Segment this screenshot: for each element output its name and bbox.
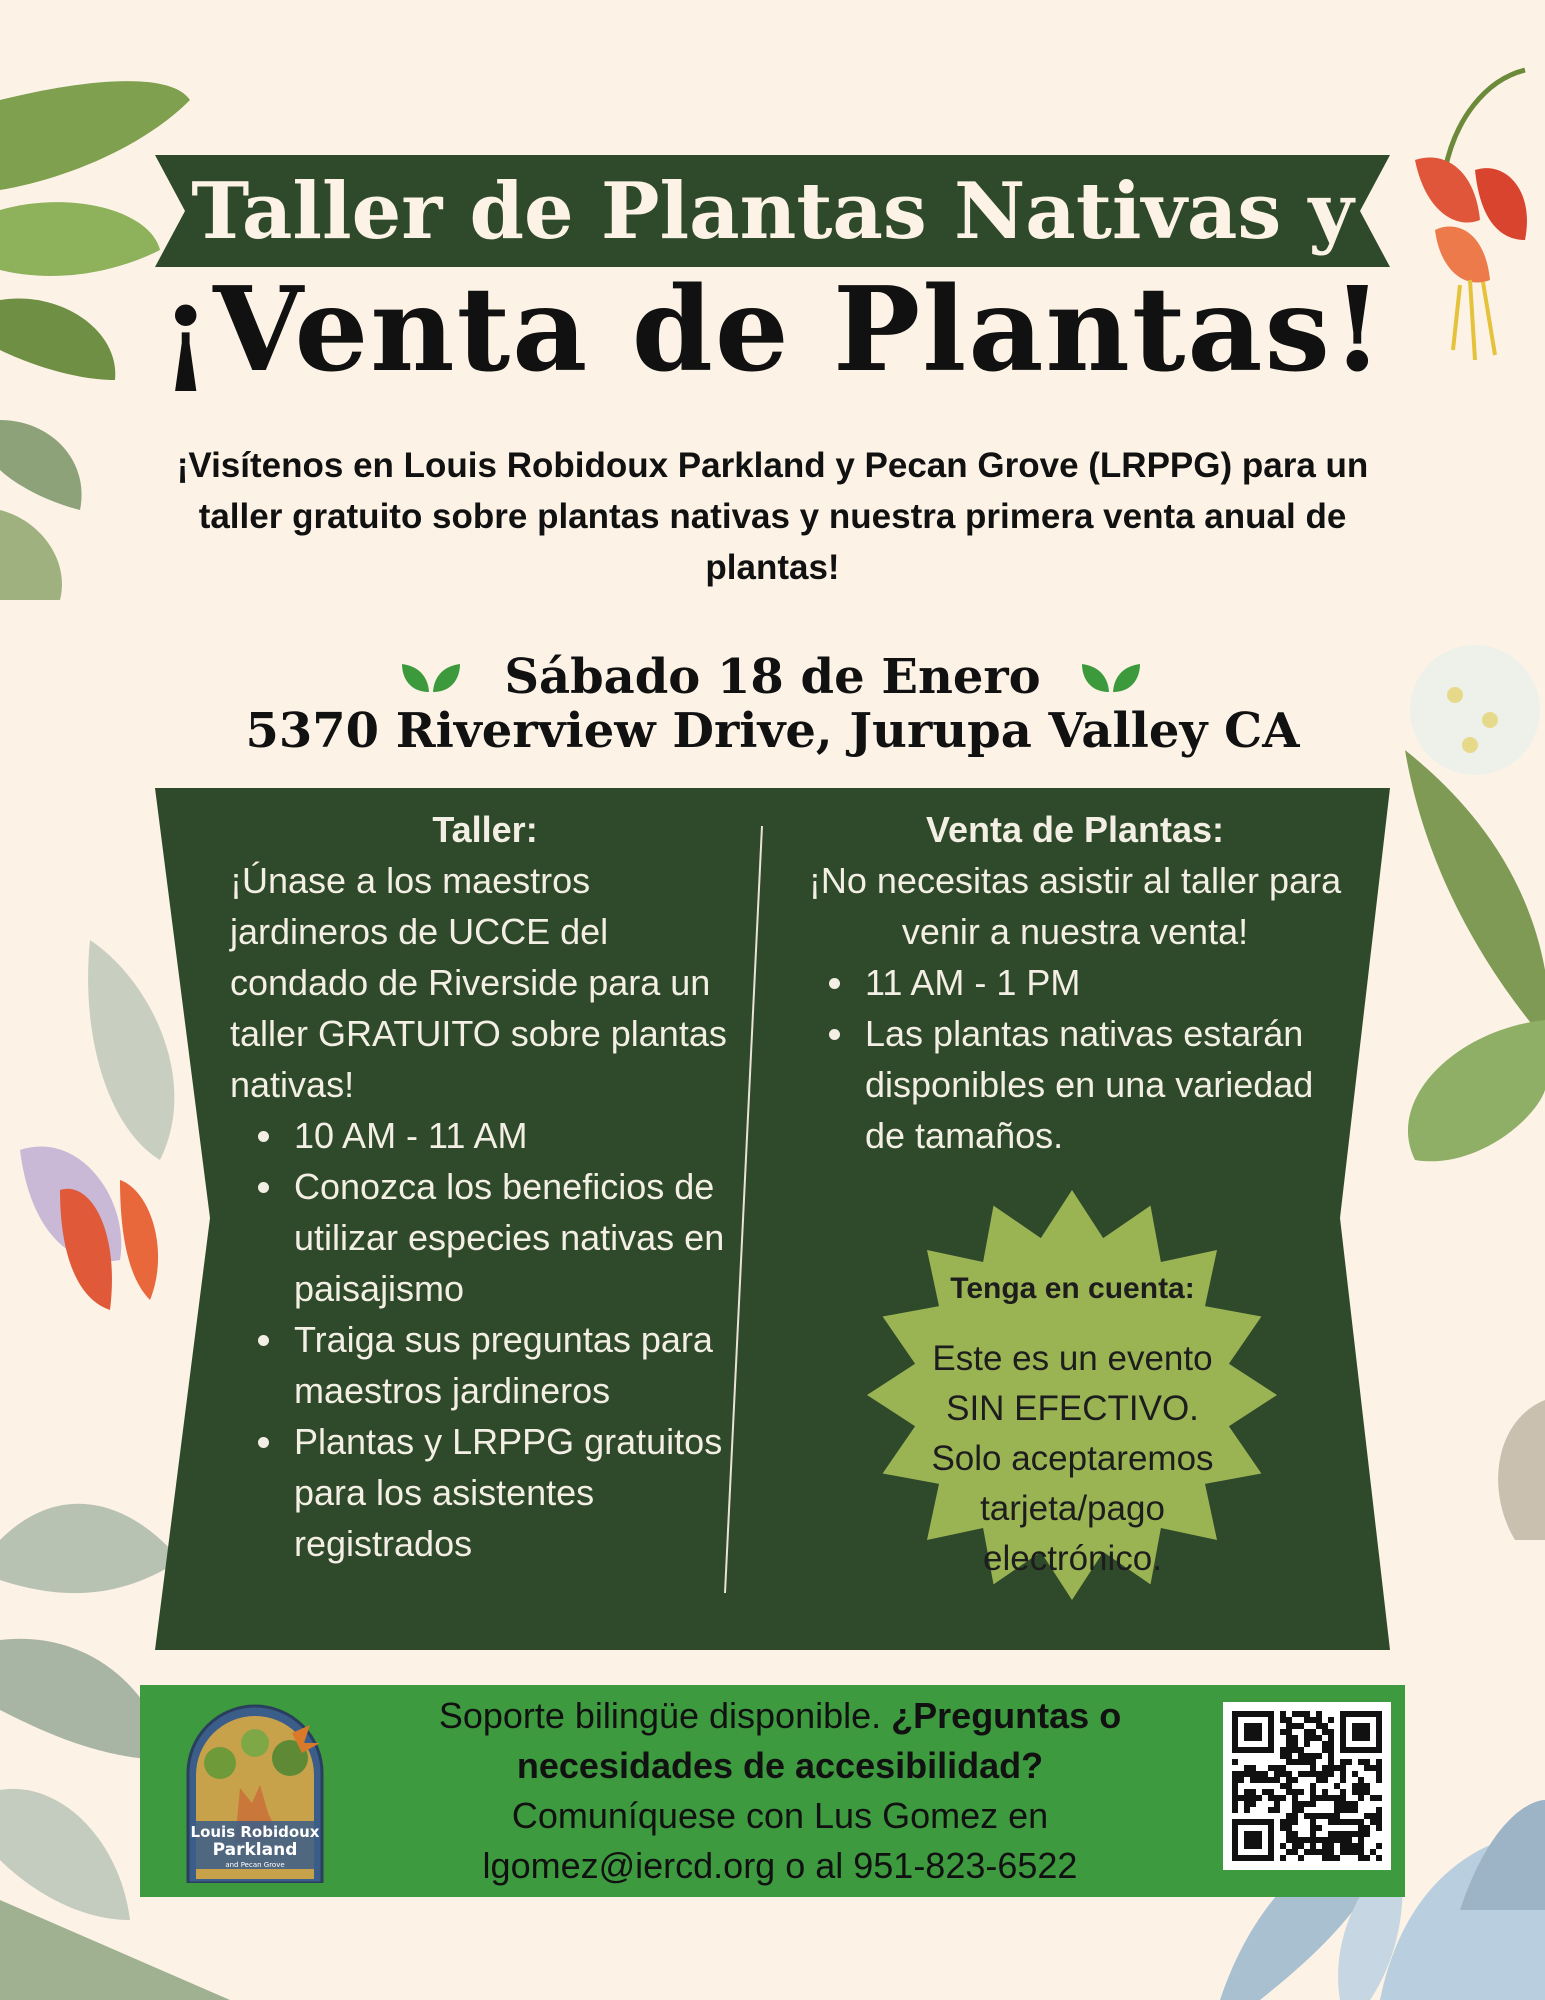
leaf-icon (1080, 660, 1142, 694)
logo-line-3: and Pecan Grove (225, 1861, 285, 1869)
logo-line-1: Louis Robidoux (190, 1823, 320, 1841)
list-item: Las plantas nativas estarán disponibles en una variedad de tamaños. (865, 1008, 1355, 1161)
cash-note (925, 1272, 1220, 1584)
list-item: Traiga sus preguntas para maestros jardineros (294, 1314, 740, 1416)
footer-email-phone: lgomez@iercd.org o al 951-823-6522 (482, 1845, 1078, 1886)
workshop-bullets (230, 1110, 740, 1569)
list-item: 10 AM - 11 AM (294, 1110, 740, 1161)
flower-decoration-right (1395, 640, 1545, 1640)
sale-bullets (795, 957, 1355, 1161)
sale-heading: Venta de Plantas: (925, 809, 1225, 850)
note-body: Este es un evento SIN EFECTIVO. Solo aceptaremos tarjeta/pago electrónico. (931, 1339, 1214, 1578)
list-item: Plantas y LRPPG gratuitos para los asistentes registrados (294, 1416, 740, 1569)
qr-code[interactable] (1223, 1702, 1391, 1870)
footer-question: ¿Preguntas o (891, 1695, 1122, 1736)
logo-line-2: Parkland (212, 1840, 298, 1860)
footer-contact-name: Comuníquese con Lus Gomez en (511, 1795, 1049, 1836)
footer-accessibility: necesidades de accesibilidad? (516, 1745, 1044, 1786)
list-item: Conozca los beneficios de utilizar especies nativas en paisajismo (294, 1161, 740, 1314)
footer-support: Soporte bilingüe disponible. (438, 1695, 882, 1736)
title-line-2: ¡Venta de Plantas! (160, 262, 1385, 398)
event-date: Sábado 18 de Enero (504, 649, 1041, 705)
intro-text: ¡Visítenos en Louis Robidoux Parkland y Pecan Grove (LRPPG) para un taller gratuito sobre plantas nativas y nuestra primera venta anual de plantas! (176, 446, 1369, 587)
park-logo (180, 1703, 330, 1883)
workshop-description: ¡Únase a los maestros jardineros de UCCE del condado de Riverside para un taller GRATUITO sobre plantas nativas! (230, 860, 727, 1105)
note-title: Tenga en cuenta: (950, 1272, 1195, 1305)
list-item: 11 AM - 1 PM (865, 957, 1355, 1008)
title-line-1: Taller de Plantas Nativas y (191, 165, 1354, 257)
footer-contact (330, 1685, 1230, 1897)
sale-column (795, 804, 1355, 1161)
event-address: 5370 Riverview Drive, Jurupa Valley CA (245, 703, 1300, 759)
workshop-heading: Taller: (432, 809, 538, 850)
workshop-column (230, 804, 740, 1569)
sale-description: ¡No necesitas asistir al taller para venir a nuestra venta! (808, 860, 1342, 952)
